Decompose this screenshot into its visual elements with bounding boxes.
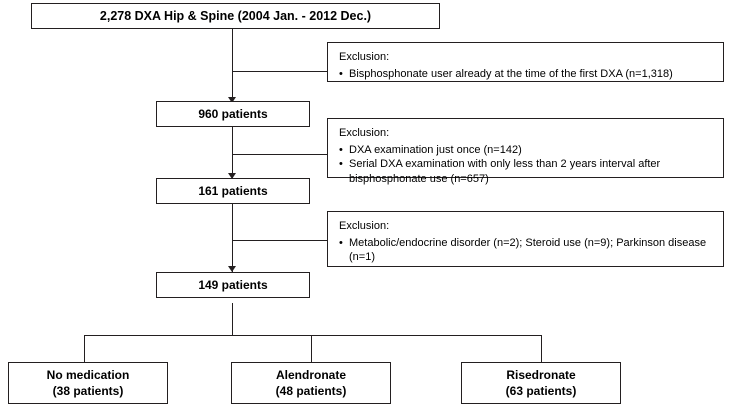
branch-line-exclusion-1: [232, 71, 327, 72]
group-box-no-medication: [8, 362, 168, 404]
exclusion-2-list: [339, 143, 714, 187]
stage-box-2-label: 161 patients: [198, 184, 268, 198]
branch-line-exclusion-2: [232, 154, 327, 155]
connector-group-1: [84, 335, 85, 362]
title-box: [31, 3, 440, 29]
group-box-no-medication-count: (38 patients): [52, 384, 124, 398]
group-box-alendronate-count: (48 patients): [275, 384, 347, 398]
group-box-no-medication-name: No medication: [46, 368, 130, 382]
connector-stage1-to-stage2: [232, 127, 233, 179]
group-box-alendronate-name: Alendronate: [275, 368, 346, 382]
exclusion-2-title: Exclusion:: [339, 127, 390, 139]
exclusion-box-2: [327, 118, 724, 185]
branch-line-exclusion-3: [232, 240, 327, 241]
exclusion-1-title: Exclusion:: [339, 51, 390, 63]
exclusion-box-3: [327, 211, 724, 267]
exclusion-3-title: Exclusion:: [339, 220, 390, 232]
stage-box-1: [156, 101, 310, 127]
exclusion-3-item: • Metabolic/endocrine disorder (n=2); Steroid use (n=9); Parkinson disease (n=1): [339, 236, 714, 265]
stage-box-1-label: 960 patients: [198, 107, 268, 121]
group-distribution-bar: [84, 335, 541, 336]
stage-box-2: [156, 178, 310, 204]
exclusion-2-item: • DXA examination just once (n=142): [339, 143, 714, 158]
connector-title-to-stage1: [232, 29, 233, 103]
stage-box-3: [156, 272, 310, 298]
exclusion-3-list: [339, 236, 714, 265]
connector-group-2: [311, 335, 312, 362]
group-box-risedronate: [461, 362, 621, 404]
title-box-label: 2,278 DXA Hip & Spine (2004 Jan. - 2012 Dec.): [99, 9, 372, 23]
connector-group-3: [541, 335, 542, 362]
exclusion-1-list: [339, 67, 714, 82]
group-box-alendronate: [231, 362, 391, 404]
connector-stage3-to-groups: [232, 303, 233, 335]
connector-stage2-to-stage3: [232, 204, 233, 272]
exclusion-box-1: [327, 42, 724, 82]
group-box-risedronate-count: (63 patients): [505, 384, 577, 398]
stage-box-3-label: 149 patients: [198, 278, 268, 292]
exclusion-2-item: • Serial DXA examination with only less than 2 years interval after bisphosphonate use (n=657): [339, 157, 714, 186]
exclusion-1-item: • Bisphosphonate user already at the time of the first DXA (n=1,318): [339, 67, 714, 82]
group-box-risedronate-name: Risedronate: [506, 368, 576, 382]
